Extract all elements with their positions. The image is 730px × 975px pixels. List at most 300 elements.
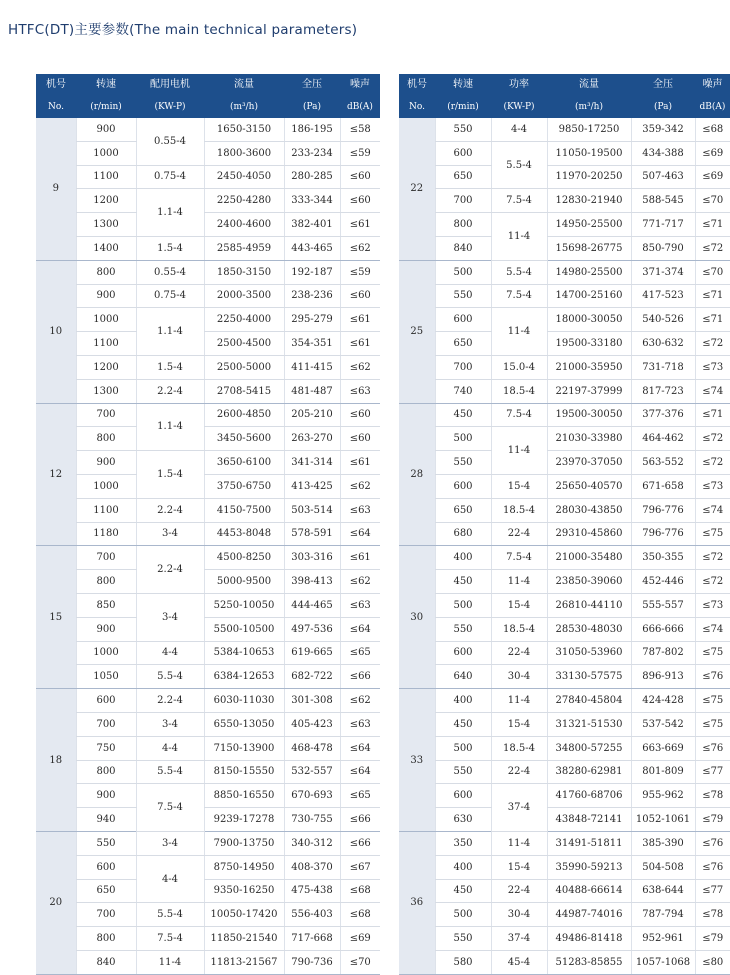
speed-cell: 1100: [76, 332, 136, 356]
speed-cell: 900: [76, 284, 136, 308]
flow-cell: 3450-5600: [204, 427, 284, 451]
pressure-cell: 385-390: [631, 831, 695, 855]
header-no-unit: No.: [399, 96, 435, 118]
table-row: [399, 355, 730, 379]
table-row: [36, 141, 380, 165]
pressure-cell: 371-374: [631, 260, 695, 284]
table-row: [36, 593, 380, 617]
table-row: [36, 474, 380, 498]
noise-cell: ≤60: [340, 165, 380, 189]
pressure-cell: 1052-1061: [631, 808, 695, 832]
flow-cell: 21000-35950: [547, 355, 631, 379]
flow-cell: 25650-40570: [547, 474, 631, 498]
pressure-cell: 340-312: [284, 831, 340, 855]
flow-cell: 9239-17278: [204, 808, 284, 832]
motor-cell: 7.5-4: [491, 403, 547, 427]
speed-cell: 400: [435, 855, 491, 879]
motor-cell: 3-4: [136, 522, 204, 546]
header-motor: 功率: [491, 74, 547, 96]
speed-cell: 1300: [76, 213, 136, 237]
flow-cell: 3750-6750: [204, 474, 284, 498]
table-row: [36, 903, 380, 927]
flow-cell: 34800-57255: [547, 736, 631, 760]
flow-cell: 11050-19500: [547, 141, 631, 165]
speed-cell: 700: [76, 712, 136, 736]
motor-cell: 11-4: [491, 427, 547, 475]
speed-cell: 450: [435, 403, 491, 427]
flow-cell: 14950-25500: [547, 213, 631, 237]
parameters-table-right: [399, 74, 730, 975]
table-row: [36, 855, 380, 879]
speed-cell: 740: [435, 379, 491, 403]
pressure-cell: 537-542: [631, 712, 695, 736]
header-flow-unit: (m³/h): [547, 96, 631, 118]
speed-cell: 700: [76, 403, 136, 427]
table-row: [399, 427, 730, 451]
pressure-cell: 671-658: [631, 474, 695, 498]
motor-cell: 7.5-4: [491, 284, 547, 308]
flow-cell: 27840-45804: [547, 689, 631, 713]
flow-cell: 22197-37999: [547, 379, 631, 403]
speed-cell: 500: [435, 903, 491, 927]
pressure-cell: 896-913: [631, 665, 695, 689]
table-row: [36, 165, 380, 189]
motor-cell: 11-4: [491, 689, 547, 713]
fan-number-cell: 18: [36, 689, 76, 832]
pressure-cell: 771-717: [631, 213, 695, 237]
noise-cell: ≤72: [695, 427, 730, 451]
speed-cell: 1050: [76, 665, 136, 689]
pressure-cell: 424-428: [631, 689, 695, 713]
noise-cell: ≤64: [340, 736, 380, 760]
pressure-cell: 619-665: [284, 641, 340, 665]
speed-cell: 600: [435, 784, 491, 808]
flow-cell: 2000-3500: [204, 284, 284, 308]
pressure-cell: 556-403: [284, 903, 340, 927]
pressure-cell: 666-666: [631, 617, 695, 641]
flow-cell: 5000-9500: [204, 570, 284, 594]
flow-cell: 9850-17250: [547, 118, 631, 141]
motor-cell: 7.5-4: [491, 546, 547, 570]
motor-cell: 15-4: [491, 474, 547, 498]
pressure-cell: 333-344: [284, 189, 340, 213]
noise-cell: ≤74: [695, 498, 730, 522]
speed-cell: 1200: [76, 189, 136, 213]
table-row: [36, 427, 380, 451]
motor-cell: 22-4: [491, 641, 547, 665]
pressure-cell: 504-508: [631, 855, 695, 879]
speed-cell: 650: [435, 165, 491, 189]
pressure-cell: 503-514: [284, 498, 340, 522]
table-row: [399, 712, 730, 736]
noise-cell: ≤64: [340, 522, 380, 546]
noise-cell: ≤72: [695, 332, 730, 356]
noise-cell: ≤64: [340, 617, 380, 641]
noise-cell: ≤71: [695, 403, 730, 427]
pressure-cell: 670-693: [284, 784, 340, 808]
speed-cell: 500: [435, 260, 491, 284]
pressure-cell: 790-736: [284, 950, 340, 974]
pressure-cell: 817-723: [631, 379, 695, 403]
pressure-cell: 263-270: [284, 427, 340, 451]
table-row: [36, 570, 380, 594]
motor-cell: 4-4: [136, 855, 204, 903]
flow-cell: 2400-4600: [204, 213, 284, 237]
noise-cell: ≤68: [340, 903, 380, 927]
table-row: [36, 498, 380, 522]
table-row: [36, 641, 380, 665]
fan-number-cell: 20: [36, 831, 76, 974]
pressure-cell: 555-557: [631, 593, 695, 617]
header-flow-unit: (m³/h): [204, 96, 284, 118]
noise-cell: ≤68: [340, 879, 380, 903]
noise-cell: ≤63: [340, 593, 380, 617]
noise-cell: ≤60: [340, 189, 380, 213]
flow-cell: 31491-51811: [547, 831, 631, 855]
header-motor-unit: (KW-P): [491, 96, 547, 118]
noise-cell: ≤76: [695, 665, 730, 689]
speed-cell: 500: [435, 593, 491, 617]
speed-cell: 580: [435, 950, 491, 974]
table-row: [36, 879, 380, 903]
noise-cell: ≤65: [340, 784, 380, 808]
flow-cell: 31321-51530: [547, 712, 631, 736]
speed-cell: 1400: [76, 236, 136, 260]
header-noise-unit: dB(A): [340, 96, 380, 118]
pressure-cell: 468-478: [284, 736, 340, 760]
noise-cell: ≤65: [340, 641, 380, 665]
speed-cell: 650: [76, 879, 136, 903]
motor-cell: 37-4: [491, 784, 547, 832]
fan-number-cell: 22: [399, 118, 435, 260]
table-row: [36, 808, 380, 832]
speed-cell: 940: [76, 808, 136, 832]
noise-cell: ≤79: [695, 808, 730, 832]
motor-cell: 5.5-4: [136, 665, 204, 689]
pressure-cell: 233-234: [284, 141, 340, 165]
flow-cell: 19500-30050: [547, 403, 631, 427]
table-row: [399, 118, 730, 141]
flow-cell: 3650-6100: [204, 451, 284, 475]
speed-cell: 800: [76, 427, 136, 451]
motor-cell: 11-4: [491, 570, 547, 594]
pressure-cell: 638-644: [631, 879, 695, 903]
table-row: [399, 641, 730, 665]
noise-cell: ≤66: [340, 831, 380, 855]
speed-cell: 800: [76, 260, 136, 284]
pressure-cell: 507-463: [631, 165, 695, 189]
noise-cell: ≤80: [695, 950, 730, 974]
pressure-cell: 850-790: [631, 236, 695, 260]
flow-cell: 7900-13750: [204, 831, 284, 855]
noise-cell: ≤60: [340, 427, 380, 451]
noise-cell: ≤70: [695, 260, 730, 284]
noise-cell: ≤71: [695, 213, 730, 237]
fan-number-cell: 10: [36, 260, 76, 403]
table-row: [399, 522, 730, 546]
noise-cell: ≤75: [695, 641, 730, 665]
flow-cell: 38280-62981: [547, 760, 631, 784]
table-row: [399, 498, 730, 522]
noise-cell: ≤61: [340, 451, 380, 475]
motor-cell: 4-4: [136, 641, 204, 665]
pressure-cell: 280-285: [284, 165, 340, 189]
speed-cell: 840: [76, 950, 136, 974]
speed-cell: 600: [435, 474, 491, 498]
table-row: [36, 784, 380, 808]
noise-cell: ≤60: [340, 403, 380, 427]
speed-cell: 550: [435, 451, 491, 475]
speed-cell: 900: [76, 617, 136, 641]
speed-cell: 850: [76, 593, 136, 617]
table-row: [36, 927, 380, 951]
fan-number-cell: 25: [399, 260, 435, 403]
speed-cell: 750: [76, 736, 136, 760]
header-noise: 噪声: [695, 74, 730, 96]
flow-cell: 6550-13050: [204, 712, 284, 736]
flow-cell: 2250-4000: [204, 308, 284, 332]
speed-cell: 900: [76, 784, 136, 808]
speed-cell: 800: [76, 570, 136, 594]
flow-cell: 51283-85855: [547, 950, 631, 974]
noise-cell: ≤62: [340, 355, 380, 379]
pressure-cell: 411-415: [284, 355, 340, 379]
noise-cell: ≤72: [695, 236, 730, 260]
noise-cell: ≤77: [695, 760, 730, 784]
noise-cell: ≤60: [340, 284, 380, 308]
noise-cell: ≤66: [340, 808, 380, 832]
speed-cell: 600: [76, 689, 136, 713]
pressure-cell: 731-718: [631, 355, 695, 379]
pressure-cell: 563-552: [631, 451, 695, 475]
speed-cell: 400: [435, 546, 491, 570]
table-row: [36, 118, 380, 141]
noise-cell: ≤61: [340, 213, 380, 237]
motor-cell: 15-4: [491, 593, 547, 617]
pressure-cell: 354-351: [284, 332, 340, 356]
fan-number-cell: 33: [399, 689, 435, 832]
header-flow: 流量: [204, 74, 284, 96]
speed-cell: 550: [435, 760, 491, 784]
table-row: [399, 593, 730, 617]
table-row: [399, 165, 730, 189]
pressure-cell: 952-961: [631, 927, 695, 951]
flow-cell: 1650-3150: [204, 118, 284, 141]
speed-cell: 800: [435, 213, 491, 237]
pressure-cell: 186-195: [284, 118, 340, 141]
noise-cell: ≤75: [695, 689, 730, 713]
fan-number-cell: 30: [399, 546, 435, 689]
flow-cell: 11970-20250: [547, 165, 631, 189]
motor-cell: 11-4: [491, 308, 547, 356]
motor-cell: 18.5-4: [491, 736, 547, 760]
motor-cell: 5.5-4: [491, 141, 547, 189]
pressure-cell: 796-776: [631, 498, 695, 522]
table-row: [399, 689, 730, 713]
speed-cell: 800: [76, 760, 136, 784]
header-speed: 转速: [76, 74, 136, 96]
flow-cell: 8750-14950: [204, 855, 284, 879]
table-row: [36, 355, 380, 379]
speed-cell: 600: [76, 855, 136, 879]
noise-cell: ≤71: [695, 308, 730, 332]
pressure-cell: 408-370: [284, 855, 340, 879]
noise-cell: ≤67: [340, 855, 380, 879]
noise-cell: ≤61: [340, 308, 380, 332]
speed-cell: 600: [435, 641, 491, 665]
flow-cell: 5384-10653: [204, 641, 284, 665]
noise-cell: ≤62: [340, 689, 380, 713]
table-row: [36, 736, 380, 760]
header-no-unit: No.: [36, 96, 76, 118]
pressure-cell: 588-545: [631, 189, 695, 213]
table-row: [399, 403, 730, 427]
speed-cell: 1200: [76, 355, 136, 379]
table-row: [36, 950, 380, 974]
speed-cell: 650: [435, 332, 491, 356]
pressure-cell: 350-355: [631, 546, 695, 570]
noise-cell: ≤61: [340, 332, 380, 356]
noise-cell: ≤69: [695, 165, 730, 189]
pressure-cell: 295-279: [284, 308, 340, 332]
speed-cell: 600: [435, 308, 491, 332]
speed-cell: 550: [435, 617, 491, 641]
pressure-cell: 301-308: [284, 689, 340, 713]
speed-cell: 1000: [76, 308, 136, 332]
pressure-cell: 205-210: [284, 403, 340, 427]
speed-cell: 630: [435, 808, 491, 832]
pressure-cell: 801-809: [631, 760, 695, 784]
pressure-cell: 238-236: [284, 284, 340, 308]
pressure-cell: 796-776: [631, 522, 695, 546]
flow-cell: 21030-33980: [547, 427, 631, 451]
table-row: [399, 474, 730, 498]
flow-cell: 14700-25160: [547, 284, 631, 308]
noise-cell: ≤72: [695, 546, 730, 570]
speed-cell: 450: [435, 879, 491, 903]
table-row: [399, 808, 730, 832]
table-row: [36, 379, 380, 403]
motor-cell: 30-4: [491, 665, 547, 689]
flow-cell: 7150-13900: [204, 736, 284, 760]
speed-cell: 500: [435, 736, 491, 760]
pressure-cell: 682-722: [284, 665, 340, 689]
table-row: [399, 784, 730, 808]
motor-cell: 3-4: [136, 593, 204, 641]
flow-cell: 2450-4050: [204, 165, 284, 189]
header-pressure: 全压: [631, 74, 695, 96]
noise-cell: ≤66: [340, 665, 380, 689]
speed-cell: 550: [435, 118, 491, 141]
noise-cell: ≤69: [340, 927, 380, 951]
noise-cell: ≤78: [695, 903, 730, 927]
motor-cell: 11-4: [491, 213, 547, 261]
motor-cell: 1.5-4: [136, 355, 204, 379]
motor-cell: 4-4: [136, 736, 204, 760]
table-row: [36, 451, 380, 475]
noise-cell: ≤62: [340, 236, 380, 260]
pressure-cell: 464-462: [631, 427, 695, 451]
pressure-cell: 787-802: [631, 641, 695, 665]
fan-number-cell: 36: [399, 831, 435, 974]
pressure-cell: 475-438: [284, 879, 340, 903]
flow-cell: 8150-15550: [204, 760, 284, 784]
pressure-cell: 532-557: [284, 760, 340, 784]
flow-cell: 31050-53960: [547, 641, 631, 665]
flow-cell: 4500-8250: [204, 546, 284, 570]
motor-cell: 7.5-4: [136, 784, 204, 832]
pressure-cell: 398-413: [284, 570, 340, 594]
table-row: [36, 665, 380, 689]
motor-cell: 3-4: [136, 831, 204, 855]
header-pressure: 全压: [284, 74, 340, 96]
motor-cell: 37-4: [491, 927, 547, 951]
noise-cell: ≤61: [340, 546, 380, 570]
pressure-cell: 955-962: [631, 784, 695, 808]
speed-cell: 1180: [76, 522, 136, 546]
pressure-cell: 341-314: [284, 451, 340, 475]
flow-cell: 2250-4280: [204, 189, 284, 213]
noise-cell: ≤73: [695, 474, 730, 498]
motor-cell: 22-4: [491, 760, 547, 784]
motor-cell: 2.2-4: [136, 689, 204, 713]
speed-cell: 550: [76, 831, 136, 855]
table-row: [36, 831, 380, 855]
flow-cell: 1850-3150: [204, 260, 284, 284]
pressure-cell: 434-388: [631, 141, 695, 165]
flow-cell: 2585-4959: [204, 236, 284, 260]
flow-cell: 5500-10500: [204, 617, 284, 641]
header-speed-unit: (r/min): [435, 96, 491, 118]
table-row: [36, 522, 380, 546]
header-no: 机号: [36, 74, 76, 96]
noise-cell: ≤73: [695, 355, 730, 379]
table-row: [36, 689, 380, 713]
motor-cell: 18.5-4: [491, 617, 547, 641]
noise-cell: ≤74: [695, 379, 730, 403]
noise-cell: ≤59: [340, 260, 380, 284]
speed-cell: 680: [435, 522, 491, 546]
pressure-cell: 444-465: [284, 593, 340, 617]
table-row: [399, 379, 730, 403]
table-row: [36, 760, 380, 784]
pressure-cell: 377-376: [631, 403, 695, 427]
motor-cell: 18.5-4: [491, 379, 547, 403]
pressure-cell: 303-316: [284, 546, 340, 570]
speed-cell: 350: [435, 831, 491, 855]
table-row: [36, 712, 380, 736]
noise-cell: ≤69: [695, 141, 730, 165]
noise-cell: ≤58: [340, 118, 380, 141]
noise-cell: ≤72: [695, 451, 730, 475]
header-no: 机号: [399, 74, 435, 96]
noise-cell: ≤72: [695, 570, 730, 594]
pressure-cell: 717-668: [284, 927, 340, 951]
motor-cell: 5.5-4: [136, 903, 204, 927]
motor-cell: 2.2-4: [136, 498, 204, 522]
flow-cell: 26810-44110: [547, 593, 631, 617]
table-row: [399, 903, 730, 927]
table-row: [399, 760, 730, 784]
fan-number-cell: 28: [399, 403, 435, 546]
noise-cell: ≤75: [695, 522, 730, 546]
motor-cell: 45-4: [491, 950, 547, 974]
noise-cell: ≤63: [340, 712, 380, 736]
pressure-cell: 382-401: [284, 213, 340, 237]
motor-cell: 2.2-4: [136, 546, 204, 594]
speed-cell: 900: [76, 118, 136, 141]
motor-cell: 0.55-4: [136, 118, 204, 165]
